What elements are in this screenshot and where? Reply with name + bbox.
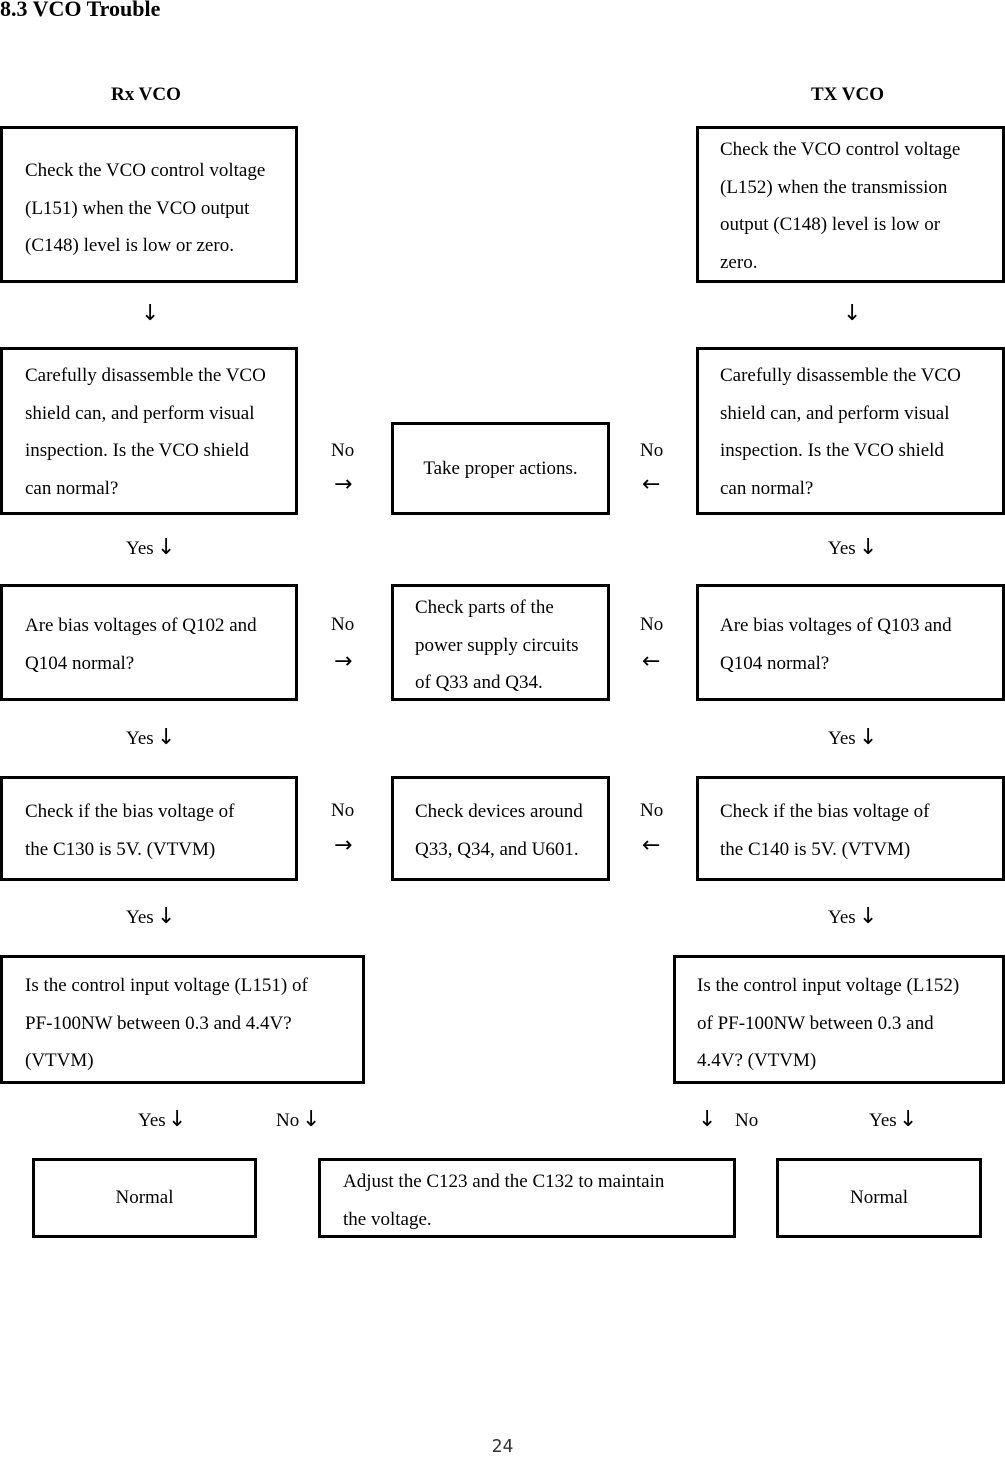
adjust-box <box>318 1158 736 1238</box>
rx-step4-text: Check if the bias voltage of the C130 is 5V. (VTVM) <box>25 801 235 860</box>
tx-yes-label-2: Yes <box>828 538 856 559</box>
rx-step2-text: Carefully disassemble the VCO shield can, and perform visual inspection. Is the VCO shield can normal? <box>25 365 266 499</box>
rx-step1-text: Check the VCO control voltage (L151) when the VCO output (C148) level is low or zero. <box>25 160 266 256</box>
rx-step3-box <box>0 584 298 701</box>
tx-vco-heading: TX VCO <box>811 84 885 105</box>
rx-yes-label-3: Yes <box>126 728 154 749</box>
rx-step5-box <box>0 955 365 1084</box>
tx-yes-label-3: Yes <box>828 728 856 749</box>
tx-step5-text: Is the control input voltage (L152) of PF-100NW between 0.3 and 4.4V? (VTVM) <box>697 975 960 1071</box>
tx-step2-box <box>696 347 1005 515</box>
tx-no-label-3: No <box>640 614 664 635</box>
tx-no-label-5: No <box>735 1110 759 1131</box>
tx-yes-label-4: Yes <box>828 907 856 928</box>
tx-step4-text: Check if the bias voltage of the C140 is 5V. (VTVM) <box>720 801 930 860</box>
rx-yes-arrow-5: ↓ <box>168 1107 187 1132</box>
rx-yes-label-2: Yes <box>126 538 154 559</box>
action3-text: Check devices around Q33, Q34, and U601. <box>415 801 583 860</box>
tx-no-arrow-2: ← <box>642 472 661 497</box>
action2-box <box>391 584 610 701</box>
tx-step4-box <box>696 776 1005 881</box>
tx-step1-box <box>696 126 1005 283</box>
tx-no-arrow-3: ← <box>642 649 661 674</box>
page-number: 24 <box>491 1436 514 1457</box>
tx-normal-text: Normal <box>849 1187 909 1209</box>
rx-yes-arrow-3: ↓ <box>157 725 176 750</box>
rx-step4-box <box>0 776 298 881</box>
rx-no-arrow-2: → <box>334 472 353 497</box>
page-title: 8.3 VCO Trouble <box>0 0 161 21</box>
tx-step3-box <box>696 584 1005 701</box>
tx-no-arrow-5: ↓ <box>698 1107 717 1132</box>
rx-no-arrow-5: ↓ <box>302 1107 321 1132</box>
tx-step2-text: Carefully disassemble the VCO shield can, and perform visual inspection. Is the VCO shield can normal? <box>720 365 961 499</box>
rx-no-label-5: No <box>276 1110 300 1131</box>
tx-step3-text: Are bias voltages of Q103 and Q104 normal? <box>720 615 952 674</box>
rx-step1-box <box>0 126 298 283</box>
tx-step1-text: Check the VCO control voltage (L152) when the transmission output (C148) level is low or zero. <box>720 139 961 273</box>
rx-vco-heading: Rx VCO <box>111 84 181 105</box>
tx-yes-arrow-2: ↓ <box>859 535 878 560</box>
action1-box <box>391 422 610 515</box>
rx-yes-arrow-2: ↓ <box>157 535 176 560</box>
tx-yes-arrow-3: ↓ <box>859 725 878 750</box>
tx-normal-box <box>776 1158 982 1238</box>
tx-no-label-2: No <box>640 440 664 461</box>
tx-no-arrow-4: ← <box>642 833 661 858</box>
action1-text: Take proper actions. <box>423 457 578 479</box>
rx-yes-label-5: Yes <box>138 1110 166 1131</box>
rx-no-arrow-4: → <box>334 833 353 858</box>
tx-yes-label-5: Yes <box>869 1110 897 1131</box>
action2-text: Check parts of the power supply circuits of Q33 and Q34. <box>415 597 579 693</box>
tx-yes-arrow-4: ↓ <box>859 904 878 929</box>
tx-arrow-1: ↓ <box>843 301 862 326</box>
rx-no-label-4: No <box>331 800 355 821</box>
rx-step5-text: Is the control input voltage (L151) of PF-100NW between 0.3 and 4.4V? (VTVM) <box>25 975 308 1071</box>
rx-step3-text: Are bias voltages of Q102 and Q104 normal? <box>25 615 257 674</box>
rx-no-label-3: No <box>331 614 355 635</box>
rx-no-arrow-3: → <box>334 649 353 674</box>
adjust-text: Adjust the C123 and the C132 to maintain the voltage. <box>343 1171 665 1230</box>
tx-no-label-4: No <box>640 800 664 821</box>
tx-yes-arrow-5: ↓ <box>899 1107 918 1132</box>
tx-step5-box <box>673 955 1005 1084</box>
rx-no-label-2: No <box>331 440 355 461</box>
rx-yes-arrow-4: ↓ <box>157 904 176 929</box>
rx-normal-text: Normal <box>115 1187 174 1209</box>
rx-step2-box <box>0 347 298 515</box>
rx-yes-label-4: Yes <box>126 907 154 928</box>
rx-arrow-1: ↓ <box>141 301 160 326</box>
action3-box <box>391 776 610 881</box>
rx-normal-box <box>32 1158 257 1238</box>
